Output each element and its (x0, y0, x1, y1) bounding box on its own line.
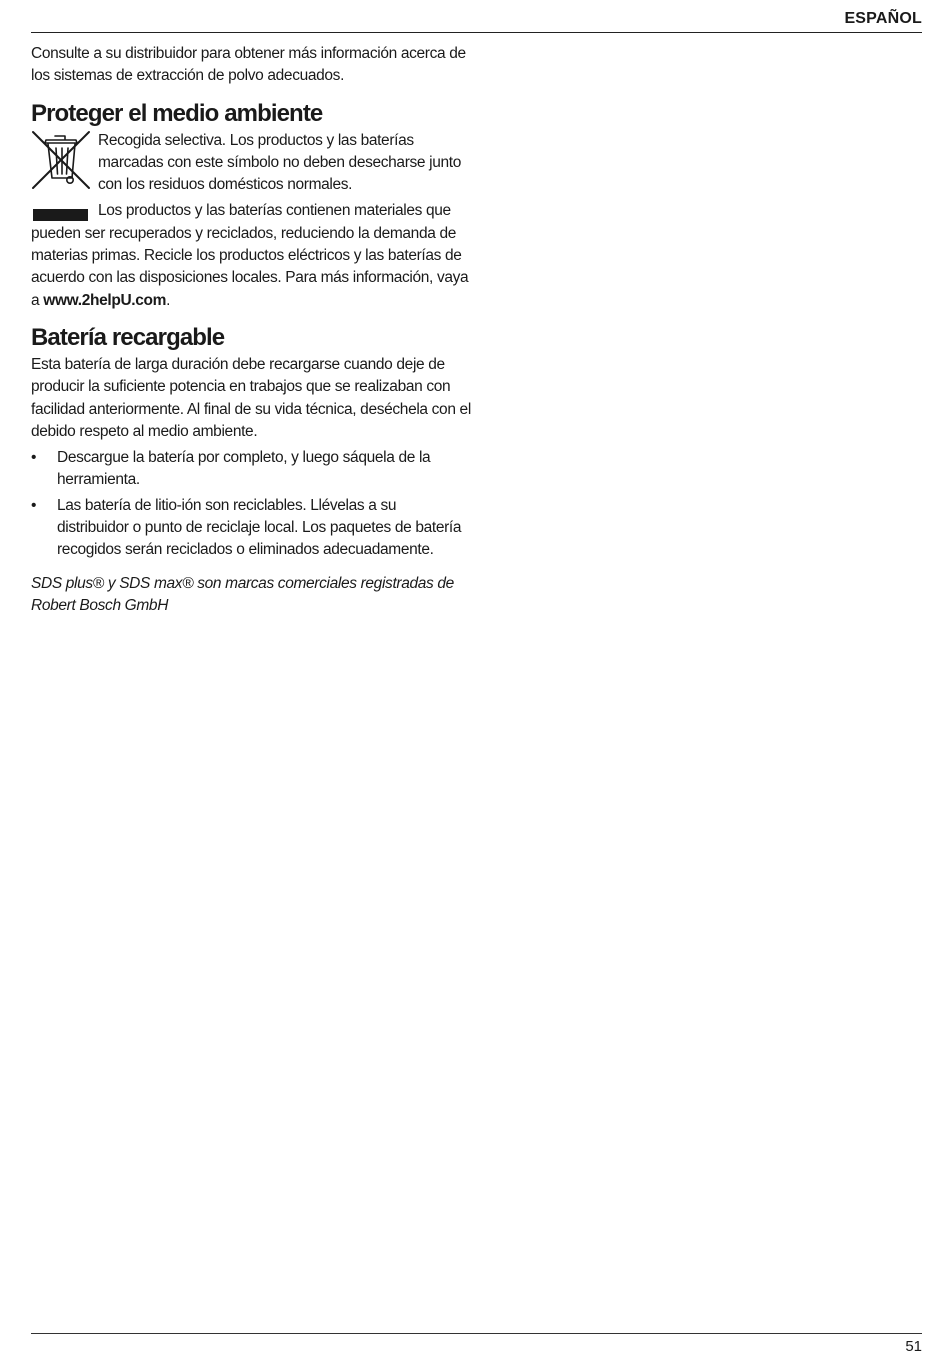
trademark-notice: SDS plus® y SDS max® son marcas comerciales registradas de Robert Bosch GmbH (31, 574, 454, 614)
list-item (31, 495, 471, 562)
battery-bullet-list (31, 447, 471, 561)
language-label: ESPAÑOL (844, 10, 922, 27)
selective-collection-block (31, 130, 471, 197)
footer-divider (31, 1333, 922, 1334)
intro-paragraph: Consulte a su distribuidor para obtener más información acerca de los sistemas de extracción de polvo adecuados. (31, 45, 466, 85)
list-item-text: Las batería de litio-ión son reciclables. Llévelas a su distribuidor o punto de reciclaje local. Los paquetes de batería recogidos serán reciclados o eliminados adecuadamente. (57, 496, 462, 559)
recycle-text: Los productos y las baterías contienen materiales que pueden ser recuperados y reciclados, reduciendo la demanda de materias primas. Recicle los productos eléctricos y las baterías de acuerdo con las disposiciones locales. Para más información, vaya a (31, 202, 469, 309)
list-item (31, 447, 471, 492)
selective-collection-text: Recogida selectiva. Los productos y las baterías marcadas con este símbolo no deben desecharse junto con los residuos domésticos normales. (98, 131, 461, 194)
environment-heading: Proteger el medio ambiente (31, 99, 323, 127)
list-item-text: Descargue la batería por completo, y luego sáquela de la herramienta. (57, 449, 431, 489)
separate-collection-bar-icon (33, 209, 88, 221)
bullet-icon: • (31, 496, 37, 514)
battery-paragraph: Esta batería de larga duración debe recargarse cuando deje de producir la suficiente potencia en trabajos que se realizaban con facilidad anteriormente. Al final de su vida técnica, deséchela con el debido respeto al medio ambiente. (31, 355, 471, 440)
main-column (31, 43, 471, 617)
recycle-end: . (166, 291, 171, 309)
header-divider (31, 32, 922, 33)
recycle-paragraph (31, 200, 471, 311)
bullet-icon: • (31, 449, 37, 467)
battery-heading: Batería recargable (31, 323, 225, 351)
website-link[interactable]: www.2helpU.com (43, 291, 167, 309)
crossed-out-wheelie-bin-icon (31, 130, 91, 190)
page-number: 51 (905, 1338, 922, 1355)
